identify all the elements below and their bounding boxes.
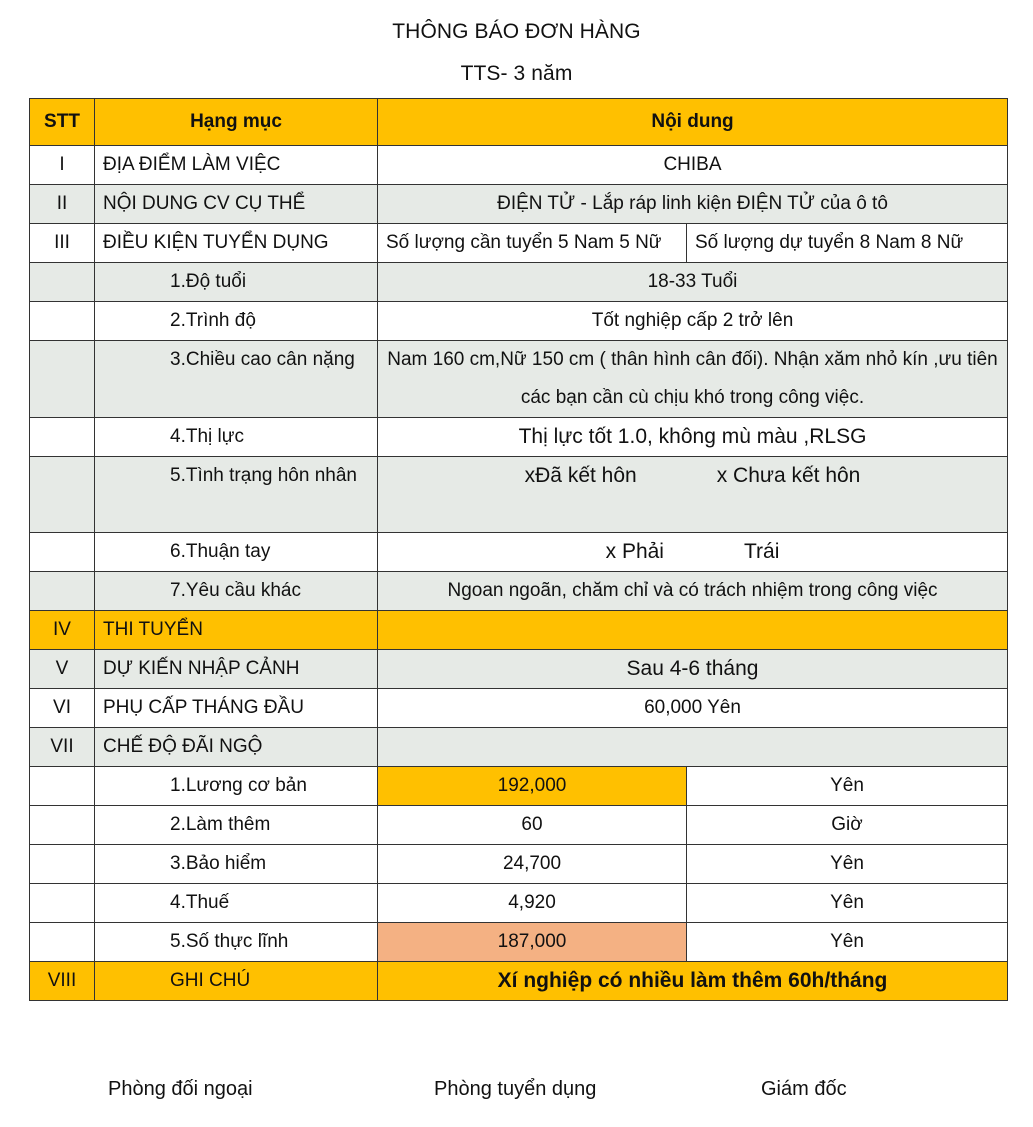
table-row: [30, 884, 1008, 923]
table-header-row: [30, 99, 1008, 146]
table-row: [30, 263, 1008, 302]
table-row: [30, 572, 1008, 611]
table-row: [30, 728, 1008, 767]
requirement-label: 3.Chiều cao cân nặng: [95, 341, 378, 418]
row-stt: IV: [30, 611, 95, 650]
table-row: [30, 146, 1008, 185]
header-category: Hạng mục: [95, 99, 378, 146]
requirement-label: 2.Trình độ: [95, 302, 378, 341]
row-category: CHẾ ĐỘ ĐÃI NGỘ: [95, 728, 378, 767]
benefit-value: 24,700: [378, 845, 687, 884]
row-stt: VII: [30, 728, 95, 767]
document-subtitle: TTS- 3 năm: [460, 62, 573, 85]
row-content: Sau 4-6 tháng: [378, 650, 1008, 689]
row-category: ĐIỀU KIỆN TUYỂN DỤNG: [95, 224, 378, 263]
signature-recruitment: Phòng tuyển dụng: [434, 1078, 597, 1100]
row-content: ĐIỆN TỬ - Lắp ráp linh kiện ĐIỆN TỬ của ô tô: [378, 185, 1008, 224]
benefit-value: 187,000: [378, 923, 687, 962]
row-content: [378, 611, 1008, 650]
benefit-label: 2.Làm thêm: [95, 806, 378, 845]
requirement-value: [378, 457, 1008, 533]
row-category: NỘI DUNG CV CỤ THỂ: [95, 185, 378, 224]
row-category: THI TUYỂN: [95, 611, 378, 650]
table-row: [30, 689, 1008, 728]
row-stt: V: [30, 650, 95, 689]
row-stt: III: [30, 224, 95, 263]
requirement-label: 6.Thuận tay: [95, 533, 378, 572]
row-content: [378, 728, 1008, 767]
requirement-value: Nam 160 cm,Nữ 150 cm ( thân hình cân đối). Nhận xăm nhỏ kín ,ưu tiên các bạn cần cù chịu khó trong công việc.: [378, 341, 1008, 418]
table-row: [30, 611, 1008, 650]
row-stt: VI: [30, 689, 95, 728]
table-row: [30, 533, 1008, 572]
benefit-value: 192,000: [378, 767, 687, 806]
table-row: [30, 302, 1008, 341]
requirement-value: Thị lực tốt 1.0, không mù màu ,RLSG: [378, 418, 1008, 457]
benefit-unit: Giờ: [687, 806, 1008, 845]
header-stt: STT: [30, 99, 95, 146]
table-row: [30, 185, 1008, 224]
table-row: [30, 418, 1008, 457]
row-category: PHỤ CẤP THÁNG ĐẦU: [95, 689, 378, 728]
benefit-label: 1.Lương cơ bản: [95, 767, 378, 806]
recruit-needed: Số lượng cần tuyển 5 Nam 5 Nữ: [378, 224, 687, 263]
marital-single: x Chưa kết hôn: [716, 464, 861, 487]
row-category: ĐỊA ĐIỂM LÀM VIỆC: [95, 146, 378, 185]
table-row: [30, 457, 1008, 533]
row-stt: II: [30, 185, 95, 224]
header-content: Nội dung: [378, 99, 1008, 146]
table-row: [30, 923, 1008, 962]
hand-right: x Phải: [605, 540, 664, 563]
row-content: Xí nghiệp có nhiều làm thêm 60h/tháng: [378, 962, 1008, 1001]
requirement-value: [378, 533, 1008, 572]
requirement-label: 5.Tình trạng hôn nhân: [95, 457, 378, 533]
requirement-label: 7.Yêu cầu khác: [95, 572, 378, 611]
benefit-unit: Yên: [687, 923, 1008, 962]
benefit-label: 5.Số thực lĩnh: [95, 923, 378, 962]
recruit-candidates: Số lượng dự tuyển 8 Nam 8 Nữ: [687, 224, 1008, 263]
requirement-label: 1.Độ tuổi: [95, 263, 378, 302]
signature-foreign-affairs: Phòng đối ngoại: [108, 1078, 253, 1100]
row-content: 60,000 Yên: [378, 689, 1008, 728]
row-content: CHIBA: [378, 146, 1008, 185]
requirement-label: 4.Thị lực: [95, 418, 378, 457]
signature-director: Giám đốc: [761, 1078, 847, 1100]
requirement-value: Ngoan ngoãn, chăm chỉ và có trách nhiệm trong công việc: [378, 572, 1008, 611]
benefit-unit: Yên: [687, 845, 1008, 884]
benefit-unit: Yên: [687, 884, 1008, 923]
benefit-label: 4.Thuế: [95, 884, 378, 923]
table-row: [30, 806, 1008, 845]
benefit-label: 3.Bảo hiểm: [95, 845, 378, 884]
requirement-value: Tốt nghiệp cấp 2 trở lên: [378, 302, 1008, 341]
row-category: DỰ KIẾN NHẬP CẢNH: [95, 650, 378, 689]
benefit-unit: Yên: [687, 767, 1008, 806]
benefit-value: 4,920: [378, 884, 687, 923]
table-row: [30, 224, 1008, 263]
order-table: [29, 98, 1008, 1001]
marital-married: xĐã kết hôn: [524, 464, 637, 487]
table-row: [30, 650, 1008, 689]
row-category: GHI CHÚ: [95, 962, 378, 1001]
benefit-value: 60: [378, 806, 687, 845]
row-stt: VIII: [30, 962, 95, 1001]
hand-left: Trái: [743, 540, 780, 563]
table-row: [30, 962, 1008, 1001]
document-title: THÔNG BÁO ĐƠN HÀNG: [392, 20, 641, 43]
requirement-value: 18-33 Tuổi: [378, 263, 1008, 302]
table-row: [30, 341, 1008, 418]
table-row: [30, 845, 1008, 884]
row-stt: I: [30, 146, 95, 185]
table-row: [30, 767, 1008, 806]
